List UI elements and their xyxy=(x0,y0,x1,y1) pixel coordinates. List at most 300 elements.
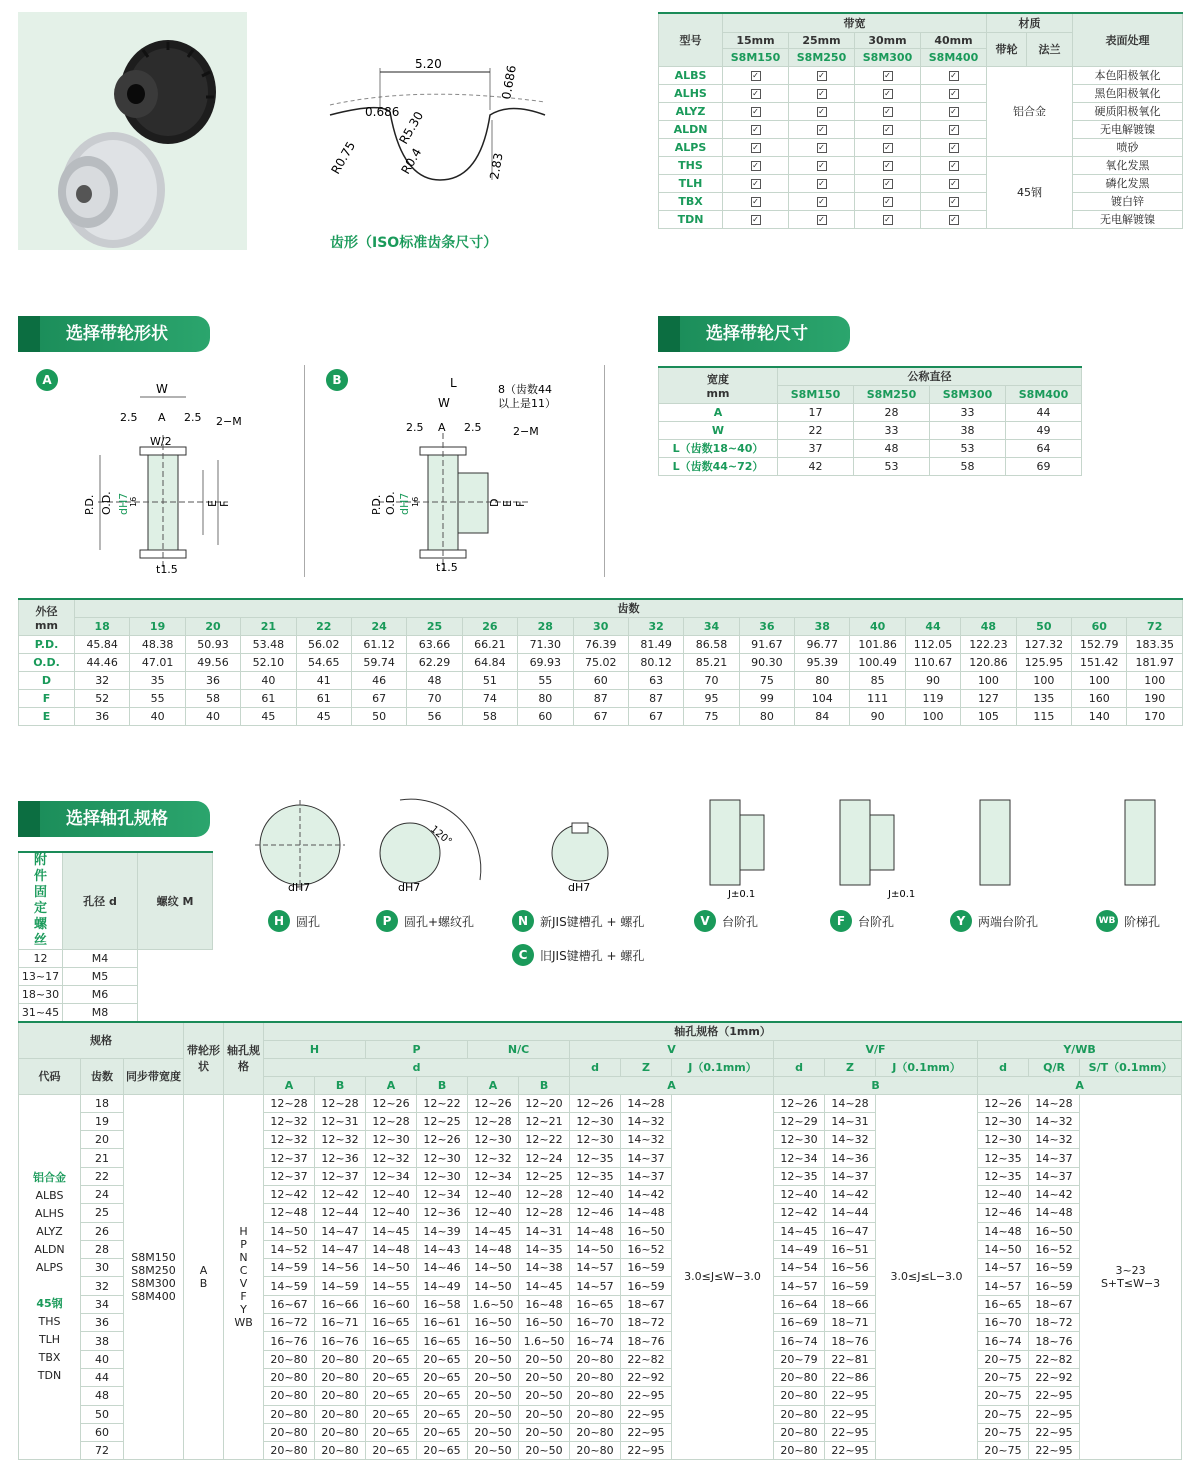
table-cell: 22~95 xyxy=(1029,1423,1080,1441)
table-row xyxy=(659,421,1082,439)
table-cell: 14~43 xyxy=(417,1240,468,1258)
check-cell xyxy=(921,120,987,138)
table-cell: 80.12 xyxy=(628,653,683,671)
table-cell: 14~54 xyxy=(774,1259,825,1277)
teeth-count: 21 xyxy=(241,617,296,635)
check-icon: ✓ xyxy=(818,196,825,206)
table-cell: 16~61 xyxy=(417,1314,468,1332)
table-cell: 22~95 xyxy=(825,1405,876,1423)
table-cell: 20~50 xyxy=(519,1387,570,1405)
teeth-count: 40 xyxy=(81,1350,124,1368)
table-cell: 14~50 xyxy=(366,1259,417,1277)
table-cell: 64.84 xyxy=(462,653,517,671)
table-cell: 20~50 xyxy=(519,1442,570,1460)
table-row xyxy=(19,653,1183,671)
width-15: 15mm xyxy=(723,32,789,48)
check-cell xyxy=(921,210,987,228)
teeth-count: 22 xyxy=(296,617,351,635)
table-cell: 16~74 xyxy=(570,1332,621,1350)
pulley-size-table xyxy=(658,366,1082,476)
check-icon: ✓ xyxy=(884,214,891,224)
check-cell xyxy=(723,102,789,120)
model-code: TDN xyxy=(659,210,723,228)
table-cell: 71.30 xyxy=(518,635,573,653)
row-label: A xyxy=(659,403,778,421)
teeth-count: 38 xyxy=(81,1332,124,1350)
h-surface: 表面处理 xyxy=(1073,13,1183,66)
teeth-count: 50 xyxy=(81,1405,124,1423)
table-cell: 16~59 xyxy=(1029,1277,1080,1295)
check-icon: ✓ xyxy=(752,160,759,170)
table-cell: 1.6~50 xyxy=(468,1295,519,1313)
table-cell: 75.02 xyxy=(573,653,628,671)
svg-text:P.D.: P.D. xyxy=(83,494,96,515)
table-cell: 20~65 xyxy=(366,1405,417,1423)
set-screw-table xyxy=(18,851,213,1040)
code-item: TBX xyxy=(38,1350,61,1364)
code-s8m400: S8M400 xyxy=(921,48,987,66)
table-cell: 22~95 xyxy=(621,1442,672,1460)
table-cell: 14~57 xyxy=(570,1259,621,1277)
table-cell: 67 xyxy=(573,707,628,725)
table-cell: 181.97 xyxy=(1127,653,1183,671)
table-cell: 12~30 xyxy=(978,1112,1029,1130)
surface: 磷化发黑 xyxy=(1073,174,1183,192)
width-40: 40mm xyxy=(921,32,987,48)
surface: 黑色阳极氧化 xyxy=(1073,84,1183,102)
shape-b-drawing xyxy=(368,373,598,575)
table-cell: 100 xyxy=(1072,671,1127,689)
table-cell: 70 xyxy=(684,671,739,689)
tooth-profile-caption: 齿形（ISO标准齿条尺寸） xyxy=(330,235,498,251)
table-cell: 12~34 xyxy=(774,1149,825,1167)
table-cell: 14~57 xyxy=(774,1277,825,1295)
table-cell: 14~42 xyxy=(621,1185,672,1203)
table-cell: 22 xyxy=(778,421,854,439)
check-cell xyxy=(723,138,789,156)
svg-text:dH7: dH7 xyxy=(398,492,411,515)
table-cell: 12~35 xyxy=(774,1167,825,1185)
j-range-v: 3.0≤J≤W−3.0 xyxy=(672,1094,774,1460)
table-cell: 20~80 xyxy=(315,1405,366,1423)
table-cell: 14~49 xyxy=(774,1240,825,1258)
check-cell xyxy=(855,156,921,174)
belt-item: S8M400 xyxy=(131,1289,176,1303)
table-cell: 85.21 xyxy=(684,653,739,671)
h-d: d xyxy=(570,1058,621,1076)
h-shape: 带轮形状 xyxy=(184,1022,224,1094)
badge-y: Y xyxy=(950,910,972,932)
table-cell: 28 xyxy=(854,403,930,421)
teeth-count: 34 xyxy=(684,617,739,635)
table-cell: 20~50 xyxy=(468,1442,519,1460)
table-cell: 96.77 xyxy=(795,635,850,653)
table-cell: 12~28 xyxy=(519,1204,570,1222)
table-cell: 119 xyxy=(905,689,960,707)
table-cell: 12~30 xyxy=(978,1131,1029,1149)
table-cell: 16~65 xyxy=(417,1332,468,1350)
table-cell: 20~65 xyxy=(366,1368,417,1386)
table-cell: 12~30 xyxy=(570,1112,621,1130)
badge-a: A xyxy=(36,369,58,391)
svg-text:P.D.: P.D. xyxy=(370,494,383,515)
table-cell: 14~47 xyxy=(315,1222,366,1240)
table-cell: 12~29 xyxy=(774,1112,825,1130)
table-cell: 22~92 xyxy=(1029,1368,1080,1386)
check-cell xyxy=(921,66,987,84)
teeth-dimension-table xyxy=(18,598,1183,726)
bore-c-label: 旧JIS键槽孔 + 螺孔 xyxy=(540,948,645,963)
table-row xyxy=(659,156,1183,174)
table-cell: 20~80 xyxy=(570,1405,621,1423)
g-vf: V/F xyxy=(774,1040,978,1058)
check-cell xyxy=(921,192,987,210)
check-icon: ✓ xyxy=(950,214,957,224)
badge-v: V xyxy=(694,910,716,932)
table-cell: 16~50 xyxy=(519,1314,570,1332)
table-cell: 20~80 xyxy=(264,1350,315,1368)
code: S8M400 xyxy=(1006,385,1082,403)
table-cell: 12~34 xyxy=(366,1167,417,1185)
teeth-count: 48 xyxy=(81,1387,124,1405)
table-cell: 20~80 xyxy=(264,1405,315,1423)
table-cell: 20~80 xyxy=(264,1423,315,1441)
table-cell: 20~75 xyxy=(978,1405,1029,1423)
table-cell: 140 xyxy=(1072,707,1127,725)
table-cell: 20~80 xyxy=(774,1387,825,1405)
svg-text:t1.5: t1.5 xyxy=(156,563,178,575)
product-photo xyxy=(18,12,247,250)
code-s8m250: S8M250 xyxy=(789,48,855,66)
code-item: ALDN xyxy=(34,1242,65,1256)
table-cell: 160 xyxy=(1072,689,1127,707)
table-cell: M5 xyxy=(63,968,138,986)
h-a: A xyxy=(264,1076,315,1094)
h-pulley: 带轮 xyxy=(987,32,1027,66)
teeth-count: 48 xyxy=(961,617,1016,635)
table-row xyxy=(19,986,213,1004)
table-cell: 122.23 xyxy=(961,635,1016,653)
check-cell xyxy=(855,174,921,192)
teeth-count: 72 xyxy=(81,1442,124,1460)
teeth-count: 21 xyxy=(81,1149,124,1167)
svg-text:2.83: 2.83 xyxy=(487,151,506,181)
table-cell: 22~82 xyxy=(621,1350,672,1368)
shape-item: B xyxy=(199,1276,208,1290)
svg-text:R0.4: R0.4 xyxy=(398,145,425,177)
table-cell: 12~44 xyxy=(315,1204,366,1222)
check-cell xyxy=(723,84,789,102)
table-cell: 20~65 xyxy=(417,1350,468,1368)
svg-text:W: W xyxy=(438,396,450,410)
svg-text:W: W xyxy=(156,382,168,396)
table-cell: 14~28 xyxy=(825,1094,876,1112)
model-code: THS xyxy=(659,156,723,174)
table-cell: 14~35 xyxy=(519,1240,570,1258)
code: S8M150 xyxy=(778,385,854,403)
table-cell: 16~48 xyxy=(519,1295,570,1313)
svg-text:16: 16 xyxy=(411,496,420,507)
section-bore-spec xyxy=(18,801,210,837)
h-d: d xyxy=(978,1058,1029,1076)
h-od: 外径 mm xyxy=(19,599,75,635)
table-cell: 22~82 xyxy=(1029,1350,1080,1368)
table-cell: 12~25 xyxy=(417,1112,468,1130)
table-cell: 36 xyxy=(75,707,130,725)
check-icon: ✓ xyxy=(884,70,891,80)
tooth-profile-diagram xyxy=(320,20,550,205)
table-cell: 16~74 xyxy=(978,1332,1029,1350)
table-cell: 14~50 xyxy=(570,1240,621,1258)
table-cell: 14~32 xyxy=(1029,1112,1080,1130)
model-code: ALDN xyxy=(659,120,723,138)
table-cell: 20~80 xyxy=(264,1387,315,1405)
table-cell: 190 xyxy=(1127,689,1183,707)
table-cell: 14~37 xyxy=(1029,1149,1080,1167)
table-cell: 14~57 xyxy=(570,1277,621,1295)
svg-text:E: E xyxy=(501,500,514,507)
table-cell: 16~51 xyxy=(825,1240,876,1258)
section-pulley-size xyxy=(658,316,850,352)
table-cell: 80 xyxy=(739,707,794,725)
table-cell: 12~37 xyxy=(264,1149,315,1167)
check-icon: ✓ xyxy=(818,124,825,134)
check-icon: ✓ xyxy=(950,178,957,188)
table-cell: 58 xyxy=(930,457,1006,475)
check-cell xyxy=(789,174,855,192)
table-cell: 14~28 xyxy=(621,1094,672,1112)
table-cell: 44.46 xyxy=(75,653,130,671)
h-a: A xyxy=(366,1076,417,1094)
svg-text:0.686: 0.686 xyxy=(365,105,400,119)
table-cell: 66.21 xyxy=(462,635,517,653)
table-row xyxy=(659,120,1183,138)
table-cell: 12~35 xyxy=(570,1167,621,1185)
table-cell: 12~42 xyxy=(315,1185,366,1203)
check-icon: ✓ xyxy=(752,214,759,224)
g-v: V xyxy=(570,1040,774,1058)
table-cell: 62.29 xyxy=(407,653,462,671)
side-label: 附件固定螺丝 xyxy=(19,852,63,950)
table-cell: 1.6~50 xyxy=(519,1332,570,1350)
bore-item: WB xyxy=(234,1315,253,1329)
bore-h xyxy=(268,910,320,932)
check-icon: ✓ xyxy=(950,106,957,116)
check-cell xyxy=(723,120,789,138)
check-icon: ✓ xyxy=(818,214,825,224)
table-cell: 12~40 xyxy=(774,1185,825,1203)
table-cell: 14~50 xyxy=(468,1277,519,1295)
teeth-count: 34 xyxy=(81,1295,124,1313)
table-cell: 16~66 xyxy=(315,1295,366,1313)
table-cell: 12~31 xyxy=(315,1112,366,1130)
table-cell: 54.65 xyxy=(296,653,351,671)
table-cell: 20~80 xyxy=(774,1368,825,1386)
check-icon: ✓ xyxy=(752,124,759,134)
check-icon: ✓ xyxy=(884,124,891,134)
h-nominal: 公称直径 xyxy=(778,367,1082,385)
table-cell: 42 xyxy=(778,457,854,475)
h-qr: Q/R xyxy=(1029,1058,1080,1076)
table-cell: 80 xyxy=(795,671,850,689)
table-cell: 63.66 xyxy=(407,635,462,653)
teeth-count: 26 xyxy=(462,617,517,635)
table-cell: 20~50 xyxy=(519,1350,570,1368)
table-row xyxy=(19,635,1183,653)
table-cell: 41 xyxy=(296,671,351,689)
table-cell: 12~30 xyxy=(366,1131,417,1149)
check-icon: ✓ xyxy=(818,178,825,188)
table-row xyxy=(659,174,1183,192)
table-cell: M4 xyxy=(63,950,138,968)
table-cell: 14~55 xyxy=(366,1277,417,1295)
teeth-count: 30 xyxy=(81,1259,124,1277)
table-cell: 67 xyxy=(351,689,406,707)
table-cell: 56 xyxy=(407,707,462,725)
table-row xyxy=(659,457,1082,475)
j-range-f: 3.0≤J≤L−3.0 xyxy=(876,1094,978,1460)
table-cell: M8 xyxy=(63,1004,138,1022)
section-title: 选择轴孔规格 xyxy=(66,809,168,829)
bore-item: C xyxy=(239,1263,248,1277)
code-cell xyxy=(19,1094,81,1460)
table-cell: 12~35 xyxy=(570,1149,621,1167)
table-cell: 60 xyxy=(573,671,628,689)
table-cell: 20~65 xyxy=(417,1423,468,1441)
row-label: O.D. xyxy=(19,653,75,671)
svg-text:2−M: 2−M xyxy=(513,425,539,438)
badge-h: H xyxy=(268,910,290,932)
table-cell: 14~50 xyxy=(264,1222,315,1240)
bore-item: P xyxy=(240,1237,247,1251)
table-cell: 20~75 xyxy=(978,1442,1029,1460)
table-cell: 101.86 xyxy=(850,635,905,653)
h-material: 材质 xyxy=(987,13,1073,32)
check-cell xyxy=(723,174,789,192)
table-cell: 33 xyxy=(854,421,930,439)
table-cell: 14~37 xyxy=(1029,1167,1080,1185)
code-item: ALPS xyxy=(35,1260,64,1274)
table-row xyxy=(19,707,1183,725)
table-cell: 14~59 xyxy=(264,1277,315,1295)
badge-wb: WB xyxy=(1096,910,1118,932)
table-cell: 14~36 xyxy=(825,1149,876,1167)
table-cell: 16~52 xyxy=(1029,1240,1080,1258)
check-icon: ✓ xyxy=(818,70,825,80)
svg-text:dH7: dH7 xyxy=(568,881,591,894)
table-cell: 20~50 xyxy=(468,1368,519,1386)
table-row xyxy=(19,689,1183,707)
table-cell: 16~76 xyxy=(315,1332,366,1350)
table-cell: 14~32 xyxy=(825,1131,876,1149)
teeth-count: 44 xyxy=(905,617,960,635)
table-cell: 20~80 xyxy=(774,1405,825,1423)
model-code: ALYZ xyxy=(659,102,723,120)
teeth-count: 44 xyxy=(81,1368,124,1386)
table-cell: 12~42 xyxy=(774,1204,825,1222)
row-label: P.D. xyxy=(19,635,75,653)
teeth-count: 19 xyxy=(81,1112,124,1130)
table-row xyxy=(19,968,213,986)
table-cell: 18~72 xyxy=(621,1314,672,1332)
check-cell xyxy=(723,210,789,228)
table-cell: 12~34 xyxy=(468,1167,519,1185)
surface: 镀白锌 xyxy=(1073,192,1183,210)
row-label: D xyxy=(19,671,75,689)
surface: 氧化发黑 xyxy=(1073,156,1183,174)
bore-n-label: 新JIS键槽孔 + 螺孔 xyxy=(540,914,645,929)
table-cell: 14~38 xyxy=(519,1259,570,1277)
teeth-count: 20 xyxy=(185,617,240,635)
table-cell: 22~95 xyxy=(621,1423,672,1441)
table-cell: 20~80 xyxy=(570,1368,621,1386)
h-bore: 孔径 d xyxy=(63,852,138,950)
check-cell xyxy=(789,192,855,210)
table-cell: 12~35 xyxy=(978,1167,1029,1185)
table-cell: 151.42 xyxy=(1072,653,1127,671)
shape-item: A xyxy=(199,1263,208,1277)
table-cell: 20~50 xyxy=(519,1368,570,1386)
table-cell: 14~31 xyxy=(825,1112,876,1130)
badge-n: N xyxy=(512,910,534,932)
table-cell: 12~30 xyxy=(468,1131,519,1149)
table-cell: 14~59 xyxy=(315,1277,366,1295)
check-icon: ✓ xyxy=(950,70,957,80)
h-b: B xyxy=(519,1076,570,1094)
svg-text:5.20: 5.20 xyxy=(415,57,442,71)
check-icon: ✓ xyxy=(884,106,891,116)
bore-f xyxy=(830,910,894,932)
table-cell: 20~65 xyxy=(366,1442,417,1460)
svg-text:A: A xyxy=(438,421,446,434)
table-cell: 31~45 xyxy=(19,1004,63,1022)
table-cell: 32 xyxy=(75,671,130,689)
table-cell: 35 xyxy=(130,671,185,689)
check-icon: ✓ xyxy=(752,70,759,80)
model-code: TLH xyxy=(659,174,723,192)
table-cell: 52.10 xyxy=(241,653,296,671)
check-cell xyxy=(921,84,987,102)
table-cell: 22~95 xyxy=(1029,1387,1080,1405)
table-cell: 47.01 xyxy=(130,653,185,671)
code-item: ALBS xyxy=(35,1188,64,1202)
table-cell: 12~20 xyxy=(519,1094,570,1112)
h-st: S/T（0.1mm） xyxy=(1080,1058,1182,1076)
shape-cell xyxy=(184,1094,224,1460)
table-cell: 16~50 xyxy=(621,1222,672,1240)
teeth-count: 22 xyxy=(81,1167,124,1185)
table-cell: 13~17 xyxy=(19,968,63,986)
table-cell: 22~92 xyxy=(621,1368,672,1386)
svg-text:L: L xyxy=(450,376,457,390)
table-cell: 90.30 xyxy=(739,653,794,671)
teeth-count: 25 xyxy=(407,617,462,635)
table-cell: 14~45 xyxy=(468,1222,519,1240)
table-cell: 12~32 xyxy=(264,1112,315,1130)
table-cell: 14~45 xyxy=(774,1222,825,1240)
table-cell: 81.49 xyxy=(628,635,683,653)
table-cell: 20~65 xyxy=(417,1405,468,1423)
table-cell: 12~26 xyxy=(366,1094,417,1112)
check-cell xyxy=(855,66,921,84)
table-cell: 14~31 xyxy=(519,1222,570,1240)
table-row xyxy=(659,439,1082,457)
table-cell: 18~76 xyxy=(1029,1332,1080,1350)
teeth-count: 32 xyxy=(81,1277,124,1295)
table-cell: 12~21 xyxy=(519,1112,570,1130)
table-cell: 170 xyxy=(1127,707,1183,725)
teeth-count: 36 xyxy=(81,1314,124,1332)
